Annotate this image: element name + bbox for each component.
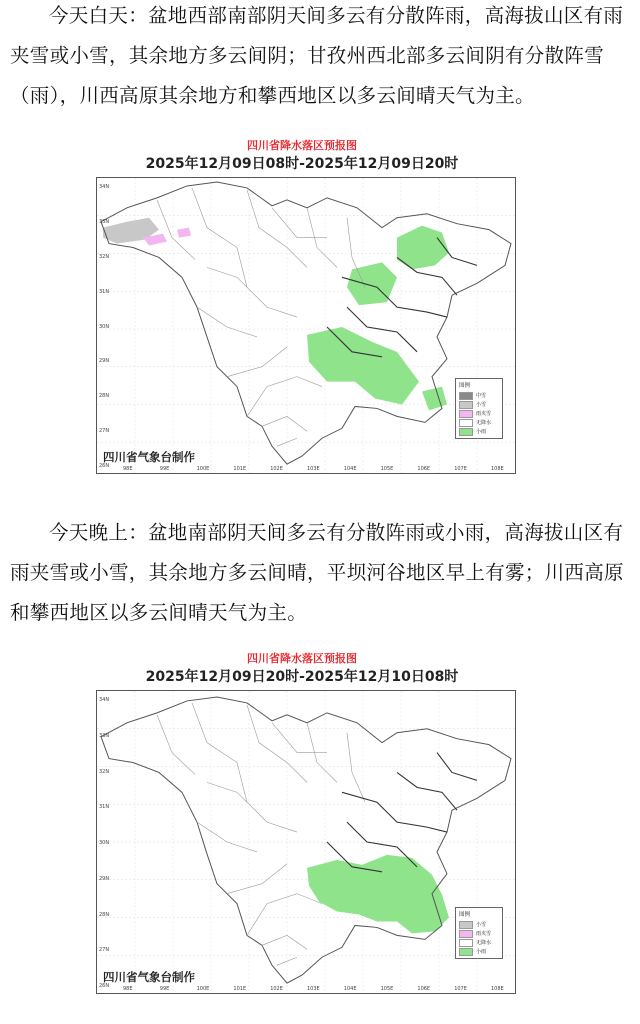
legend-swatch — [459, 410, 473, 418]
map-frame — [96, 690, 516, 994]
lon-tick-label: 104E — [343, 466, 357, 472]
map-title: 四川省降水落区预报图 — [243, 139, 361, 152]
map-credit: 四川省气象台制作 — [103, 450, 195, 464]
lat-tick-label: 31N — [99, 804, 110, 811]
lon-tick-label: 108E — [491, 986, 504, 992]
lon-tick-label: 106E — [417, 986, 431, 992]
precipitation-map-daytime — [84, 137, 520, 492]
legend-title: 图例 — [459, 912, 471, 918]
legend-label: 雨夹雪 — [476, 411, 492, 417]
lon-tick-label: 107E — [454, 986, 467, 992]
province-outline — [101, 697, 511, 983]
lat-tick-label: 26N — [99, 463, 110, 469]
lat-tick-label: 33N — [99, 732, 110, 739]
precipitation-map-night — [84, 650, 520, 1012]
sleet-area-northwest-2 — [177, 228, 191, 238]
map-credit: 四川省气象台制作 — [103, 970, 195, 984]
lon-tick-label: 105E — [380, 466, 394, 472]
lon-tick-label: 102E — [270, 466, 283, 472]
lon-tick-label: 99E — [159, 986, 170, 992]
lat-tick-label: 32N — [99, 253, 110, 260]
legend-swatch — [459, 392, 473, 400]
lat-tick-label: 28N — [99, 911, 110, 918]
forecast-daytime-paragraph: 今天白天：盆地西部南部阴天间多云有分散阵雨，高海拔山区有雨夹雪或小雪，其余地方多云间阴；甘孜州西北部多云间阴有分散阵雪（雨），川西高原其余地方和攀西地区以多云间晴天气为主。 — [10, 4, 624, 107]
lat-tick-label: 33N — [99, 218, 110, 225]
lon-tick-label: 103E — [307, 466, 320, 472]
map-frame — [96, 177, 516, 474]
legend-label: 无降水 — [476, 420, 492, 426]
legend-label: 小雨 — [476, 949, 487, 955]
map-period: 2025年12月09日20时-2025年12月10日08时 — [145, 669, 459, 685]
lon-tick-label: 101E — [233, 466, 247, 472]
county-borders — [157, 703, 365, 965]
lon-tick-label: 100E — [196, 466, 210, 472]
graticule — [97, 691, 515, 993]
lon-tick-label: 107E — [454, 466, 467, 472]
legend-item — [459, 929, 499, 938]
lat-tick-label: 28N — [99, 393, 110, 400]
legend-label: 小雪 — [476, 402, 487, 408]
legend-label: 无降水 — [476, 940, 492, 946]
rain-area-south — [307, 855, 449, 933]
map-legend — [455, 907, 503, 959]
legend-item — [459, 418, 499, 427]
map-legend — [455, 378, 503, 439]
forecast-night-paragraph: 今天晚上：盆地南部阴天间多云有分散阵雨或小雨，高海拔山区有雨夹雪或小雪，其余地方多云间晴，平坝河谷地区早上有雾；川西高原和攀西地区以多云间晴天气为主。 — [10, 521, 624, 624]
legend-item — [459, 947, 499, 956]
lon-tick-label: 98E — [123, 986, 133, 992]
legend-item — [459, 409, 499, 418]
lat-tick-label: 34N — [99, 184, 110, 190]
lon-tick-label: 105E — [380, 986, 394, 992]
lat-tick-label: 34N — [99, 697, 110, 703]
legend-swatch — [459, 948, 473, 956]
lat-tick-label: 30N — [99, 323, 110, 330]
lon-tick-label: 99E — [159, 466, 170, 472]
lat-tick-label: 32N — [99, 768, 110, 775]
city-borders — [327, 753, 477, 872]
legend-item — [459, 938, 499, 947]
legend-item — [459, 427, 499, 436]
legend-item — [459, 400, 499, 409]
legend-swatch — [459, 930, 473, 938]
lat-tick-label: 26N — [99, 983, 110, 989]
sichuan-map — [97, 178, 515, 473]
rain-area-southeast — [422, 387, 447, 411]
legend-label: 中雪 — [476, 393, 487, 399]
lat-tick-label: 31N — [99, 288, 110, 295]
county-borders — [157, 188, 365, 446]
legend-item — [459, 920, 499, 929]
legend-swatch — [459, 428, 473, 436]
legend-item — [459, 391, 499, 400]
lon-tick-label: 102E — [270, 986, 283, 992]
legend-title: 图例 — [459, 383, 471, 389]
lon-tick-label: 106E — [417, 466, 431, 472]
sichuan-map — [97, 691, 515, 993]
lon-tick-label: 103E — [307, 986, 320, 992]
legend-swatch — [459, 419, 473, 427]
lon-tick-label: 100E — [196, 986, 210, 992]
lat-tick-label: 29N — [99, 358, 110, 365]
legend-swatch — [459, 921, 473, 929]
legend-label: 小雪 — [476, 922, 487, 928]
province-outline — [101, 182, 511, 464]
legend-label: 雨夹雪 — [476, 931, 492, 937]
legend-swatch — [459, 939, 473, 947]
legend-label: 小雨 — [476, 429, 487, 435]
lat-tick-label: 27N — [99, 947, 110, 954]
lat-tick-label: 27N — [99, 428, 110, 435]
map-title: 四川省降水落区预报图 — [243, 652, 361, 665]
map-period: 2025年12月09日08时-2025年12月09日20时 — [145, 156, 459, 172]
lon-tick-label: 101E — [233, 986, 247, 992]
legend-swatch — [459, 401, 473, 409]
lon-tick-label: 108E — [491, 466, 504, 472]
lon-tick-label: 104E — [343, 986, 357, 992]
lat-tick-label: 30N — [99, 840, 110, 846]
lon-tick-label: 98E — [123, 466, 133, 472]
rain-area-north — [347, 262, 397, 305]
lat-tick-label: 29N — [99, 875, 110, 882]
